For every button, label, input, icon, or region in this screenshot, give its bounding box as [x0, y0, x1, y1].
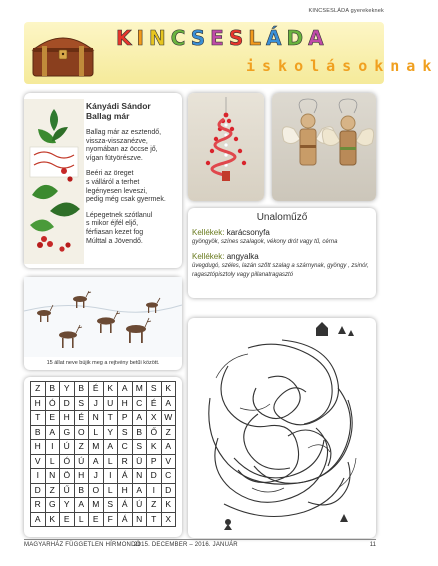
word-search-cell[interactable]: Z: [31, 382, 46, 397]
craft-angel-heading: [192, 252, 376, 261]
word-search-cell[interactable]: Ú: [74, 454, 89, 469]
word-search-cell[interactable]: T: [103, 411, 118, 426]
brand-letter: N: [148, 26, 171, 50]
craft-title: Unaloműző: [256, 212, 308, 223]
word-search-cell[interactable]: S: [132, 440, 147, 455]
word-search-cell[interactable]: L: [103, 483, 118, 498]
poem-title: Ballag már: [86, 111, 130, 121]
word-search-row: [31, 454, 176, 469]
word-search-row: [31, 396, 176, 411]
word-search-cell[interactable]: I: [147, 483, 162, 498]
word-search-cell[interactable]: S: [74, 396, 89, 411]
word-search-cell[interactable]: É: [147, 396, 162, 411]
word-search-cell[interactable]: M: [132, 382, 147, 397]
word-search-cell[interactable]: K: [103, 382, 118, 397]
word-search-cell[interactable]: K: [161, 382, 176, 397]
word-search-cell[interactable]: K: [45, 512, 60, 527]
word-search-cell[interactable]: I: [31, 469, 46, 484]
craft-angel-value: angyalka: [226, 252, 259, 261]
brand-letter: E: [210, 26, 229, 50]
page-number: 11: [369, 542, 376, 548]
word-search-cell[interactable]: T: [147, 512, 162, 527]
word-search-row: [31, 425, 176, 440]
publication-name: MAGYARHÁZ FÜGGETLEN HÍRMONDÓ: [24, 542, 141, 548]
word-search-cell[interactable]: I: [45, 440, 60, 455]
word-search-cell[interactable]: A: [103, 440, 118, 455]
word-search-cell[interactable]: L: [89, 425, 104, 440]
word-search-cell[interactable]: H: [74, 469, 89, 484]
word-search-cell[interactable]: U: [103, 396, 118, 411]
word-search-cell[interactable]: É: [89, 382, 104, 397]
craft-instructions-card: [188, 208, 376, 298]
word-search-row: [31, 411, 176, 426]
word-search-cell[interactable]: D: [60, 396, 75, 411]
brand-letter: D: [286, 26, 309, 50]
word-search-cell[interactable]: H: [118, 396, 133, 411]
reindeer-scene-card: [24, 277, 182, 370]
word-search-cell[interactable]: Á: [118, 512, 133, 527]
word-search-cell[interactable]: Z: [161, 425, 176, 440]
word-search-cell[interactable]: Z: [74, 440, 89, 455]
word-search-cell[interactable]: E: [45, 411, 60, 426]
word-search-cell[interactable]: B: [74, 382, 89, 397]
craft-tree-value: karácsonyfa: [226, 228, 270, 237]
word-search-cell[interactable]: A: [132, 411, 147, 426]
word-search-row: [31, 498, 176, 513]
word-search-cell[interactable]: B: [74, 483, 89, 498]
brand-letter: K: [116, 26, 137, 50]
word-search-cell[interactable]: T: [31, 411, 46, 426]
brand-letter: S: [228, 26, 249, 50]
maze-puzzle-card: [188, 318, 376, 538]
word-search-cell[interactable]: I: [103, 469, 118, 484]
holly-decoration-image: [24, 99, 84, 264]
word-search-cell[interactable]: L: [74, 512, 89, 527]
word-search-cell[interactable]: V: [31, 454, 46, 469]
word-search-cell[interactable]: C: [132, 396, 147, 411]
word-search-cell[interactable]: H: [60, 411, 75, 426]
word-search-row: [31, 382, 176, 397]
word-search-cell[interactable]: A: [45, 425, 60, 440]
word-search-card: [24, 377, 182, 537]
word-search-cell[interactable]: M: [89, 498, 104, 513]
poem-stanza: Ballag már az esztendő, vissza-visszanézve, nyomában az öccse jő, vígan fütyörészve.: [86, 129, 162, 162]
poem-heading: [86, 101, 180, 121]
word-search-cell[interactable]: X: [161, 512, 176, 527]
word-search-cell[interactable]: N: [132, 512, 147, 527]
word-search-cell[interactable]: D: [147, 469, 162, 484]
word-search-cell[interactable]: Ó: [60, 454, 75, 469]
word-search-cell[interactable]: B: [31, 425, 46, 440]
word-search-cell[interactable]: W: [161, 411, 176, 426]
word-search-cell[interactable]: J: [89, 396, 104, 411]
word-search-row: [31, 483, 176, 498]
word-search-cell[interactable]: B: [132, 425, 147, 440]
reindeer-illustration: [24, 277, 182, 357]
word-search-cell[interactable]: E: [60, 512, 75, 527]
issue-date: 2015. DECEMBER – 2016. JANUÁR: [134, 542, 238, 548]
word-search-cell[interactable]: N: [89, 411, 104, 426]
word-search-cell[interactable]: X: [147, 411, 162, 426]
word-search-cell[interactable]: H: [118, 483, 133, 498]
word-search-cell[interactable]: Ő: [147, 425, 162, 440]
word-search-cell[interactable]: Á: [118, 469, 133, 484]
craft-angel-label: Kellékek:: [192, 252, 225, 261]
word-search-cell[interactable]: H: [31, 440, 46, 455]
cork-angels-illustration: [272, 93, 376, 201]
word-search-cell[interactable]: A: [31, 512, 46, 527]
brand-letter: S: [190, 26, 211, 50]
word-search-cell[interactable]: C: [118, 440, 133, 455]
word-search-cell[interactable]: A: [89, 454, 104, 469]
word-search-cell[interactable]: A: [132, 483, 147, 498]
word-search-cell[interactable]: V: [161, 454, 176, 469]
word-search-cell[interactable]: E: [89, 512, 104, 527]
brand-subtitle: iskolásoknak: [246, 57, 438, 75]
poem-stanza: Lépegetnek szótlanul s mikor éjfél eljő, férfiasan kezet fog Múlttal a Jövendő.: [86, 211, 153, 245]
word-search-cell[interactable]: O: [89, 483, 104, 498]
word-search-cell[interactable]: Y: [60, 498, 75, 513]
word-search-cell[interactable]: Y: [103, 425, 118, 440]
word-search-cell[interactable]: É: [74, 411, 89, 426]
word-search-cell[interactable]: Á: [118, 498, 133, 513]
word-search-cell[interactable]: Ü: [132, 454, 147, 469]
poem-author: Kányádi Sándor: [86, 101, 151, 111]
word-search-cell[interactable]: G: [45, 498, 60, 513]
treasure-chest-image: [30, 28, 96, 78]
word-search-cell[interactable]: D: [161, 483, 176, 498]
maze-illustration: [188, 318, 376, 538]
brand-letter: L: [248, 26, 266, 50]
word-search-cell[interactable]: O: [74, 425, 89, 440]
word-search-cell[interactable]: Ű: [60, 483, 75, 498]
footer-rule: [24, 539, 376, 540]
brand-letter: I: [136, 26, 149, 50]
word-search-cell[interactable]: N: [45, 469, 60, 484]
craft-tree-label: Kellékek:: [192, 228, 225, 237]
word-search-cell[interactable]: A: [161, 396, 176, 411]
brand-letter: Á: [266, 26, 287, 50]
word-search-cell[interactable]: L: [103, 454, 118, 469]
word-search-cell[interactable]: H: [31, 396, 46, 411]
word-search-row: [31, 469, 176, 484]
word-search-cell[interactable]: R: [118, 454, 133, 469]
brand-title: [116, 26, 329, 50]
word-search-cell[interactable]: Ú: [132, 498, 147, 513]
word-search-row: [31, 440, 176, 455]
word-search-cell[interactable]: A: [74, 498, 89, 513]
brand-letter: A: [308, 26, 329, 50]
word-search-grid: [30, 381, 176, 527]
craft-tree-heading: [192, 228, 376, 237]
word-search-cell[interactable]: Ö: [60, 469, 75, 484]
word-search-cell[interactable]: L: [45, 454, 60, 469]
word-search-cell[interactable]: M: [89, 440, 104, 455]
word-search-cell[interactable]: R: [31, 498, 46, 513]
word-search-cell[interactable]: G: [60, 425, 75, 440]
word-search-cell[interactable]: J: [89, 469, 104, 484]
bead-tree-illustration: [188, 93, 264, 201]
word-search-cell[interactable]: K: [161, 498, 176, 513]
word-search-cell[interactable]: P: [147, 454, 162, 469]
word-search-cell[interactable]: S: [118, 425, 133, 440]
word-search-cell[interactable]: D: [31, 483, 46, 498]
craft-tree-items: gyöngyök, színes szalagok, vékony drót vagy tű, cérna: [192, 239, 338, 245]
bead-tree-photo: [188, 93, 264, 201]
word-search-cell[interactable]: N: [132, 469, 147, 484]
brand-letter: C: [170, 26, 191, 50]
word-search-cell[interactable]: B: [45, 382, 60, 397]
word-search-cell[interactable]: C: [161, 469, 176, 484]
word-search-cell[interactable]: A: [118, 382, 133, 397]
title-banner: [24, 22, 438, 84]
poem-text: [86, 101, 180, 253]
word-search-cell[interactable]: Z: [147, 498, 162, 513]
word-search-cell[interactable]: Ó: [45, 396, 60, 411]
cork-angels-photo: [272, 93, 376, 201]
word-search-cell[interactable]: S: [147, 382, 162, 397]
word-search-cell[interactable]: K: [147, 440, 162, 455]
word-search-cell[interactable]: F: [103, 512, 118, 527]
poem-stanza: Beéri az öreget s válláról a terhet legényesen leveszi, pedig még csak gyermek.: [86, 170, 166, 204]
header-note: KINCSESLÁDA gyerekeknek: [308, 8, 384, 14]
word-search-cell[interactable]: Y: [60, 382, 75, 397]
word-search-cell[interactable]: Z: [45, 483, 60, 498]
word-search-cell[interactable]: S: [103, 498, 118, 513]
craft-angel-items: üvegdugó, széles, lazán szőtt szalag a szárnynak, gyöngy , zsinór, ragasztópisztoly vagy pillanatragasztó: [192, 263, 369, 278]
poem-card: [24, 93, 182, 268]
word-search-cell[interactable]: A: [161, 440, 176, 455]
word-search-row: [31, 512, 176, 527]
reindeer-caption: 15 állat neve bújik meg a rejtvény betűi között.: [46, 360, 160, 366]
word-search-cell[interactable]: Ú: [60, 440, 75, 455]
word-search-cell[interactable]: P: [118, 411, 133, 426]
